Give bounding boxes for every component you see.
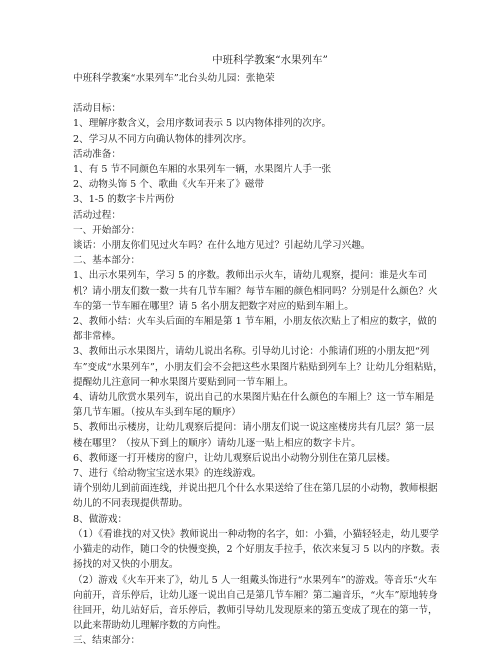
paragraph-gap xyxy=(73,86,443,101)
body-line: 1、有 5 节不同颜色车厢的水果列车一辆，水果图片人手一张 xyxy=(73,164,332,176)
body-paragraph: 5、教师出示楼房，让幼儿观察后提问：请小朋友们说一说这座楼房共有几层？第一层楼在哪里？（按从下到上的顺序）请幼儿逐一贴上相应的数字卡片。 xyxy=(73,422,435,449)
body-paragraph: （1）《看谁找的对又快》教师说出一种动物的名字，如：小猫，小猫轻轻走，幼儿要学小猫走的动作，随口令的快慢变换，2 个好朋友手拉手，依次来复习 5 以内的序数。表扬找的对又快的小朋友。 xyxy=(73,528,440,571)
document-body xyxy=(73,71,443,649)
body-paragraph: 7、进行《给动物宝宝送水果》的连线游戏。 xyxy=(73,468,262,480)
body-paragraph: 3、教师出示水果图片，请幼儿说出名称。引导幼儿讨论：小熊请们班的小朋友把“列车”变成“水果列车”，小朋友们会不会把这些水果图片粘贴到列车上？让幼儿分组粘贴，提醒幼儿注意同一种水果图片要贴到同一节车厢上。 xyxy=(73,346,443,388)
body-line: 二、基本部分： xyxy=(73,255,141,267)
body-paragraph: （2）游戏《火车开来了》，幼儿 5 人一组戴头饰进行“水果列车”的游戏。等音乐“火车向前开，音乐停后，让幼儿逐一说出自己是第几节车厢？第二遍音乐，“火车”原地转身往回开，幼儿站好后，音乐停后，教师引导幼儿发现原来的第五变成了现在的第一节，以此来帮助幼儿理解序数的方向性。 xyxy=(73,574,438,632)
body-paragraph: 请个别幼儿到前面连线，并说出把几个什么水果送给了住在第几层的小动物，教师根据幼儿的不同表现提供帮助。 xyxy=(73,483,438,510)
body-line: 活动准备： xyxy=(73,148,121,160)
page-title: 中班科学教案“水果列车” xyxy=(212,54,328,66)
body-line: 一、开始部分： xyxy=(73,224,141,236)
body-paragraph: 4、请幼儿欣赏水果列车，说出自己的水果图片贴在什么颜色的车厢上？这一节车厢是第几节车厢。（按从车头到车尾的顺序） xyxy=(73,392,435,419)
body-line: 三、结束部分： xyxy=(73,635,141,647)
body-line: 3、1-5 的数字卡片两份 xyxy=(73,194,175,206)
body-paragraph: 6、教师逐一打开楼房的窗户，让幼儿观察后说出小动物分别住在第几层楼。 xyxy=(73,452,396,464)
body-paragraph: 8、做游戏： xyxy=(73,513,128,525)
body-paragraph: 2、教师小结：火车头后面的车厢是第 1 节车厢，小朋友依次贴上了相应的数字，做的都非常棒。 xyxy=(73,316,437,343)
body-line: 2、学习从不同方向确认物体的排列次序。 xyxy=(73,133,252,145)
body-line: 2、动物头饰 5 个、歌曲《火车开来了》磁带 xyxy=(73,179,264,191)
body-line: 活动目标： xyxy=(73,103,121,115)
body-line: 活动过程： xyxy=(73,209,121,221)
body-line: 1、理解序数含义，会用序数词表示 5 以内物体排列的次序。 xyxy=(73,118,332,130)
byline: 中班科学教案“水果列车”北台头幼儿园：张艳荣 xyxy=(73,73,275,84)
body-line: 谈话：小朋友你们见过火车吗？在什么地方见过？引起幼儿学习兴趣。 xyxy=(73,240,371,252)
body-paragraph: 1、出示水果列车，学习 5 的序数。教师出示火车，请幼儿观察，提问：谁是火车司机？请小朋友们数一数一共有几节车厢？每节车厢的颜色相同吗？分别是什么颜色？火车的第一节车厢在哪里？请 5 名小朋友把数字对应的贴到车厢上。 xyxy=(73,270,438,312)
